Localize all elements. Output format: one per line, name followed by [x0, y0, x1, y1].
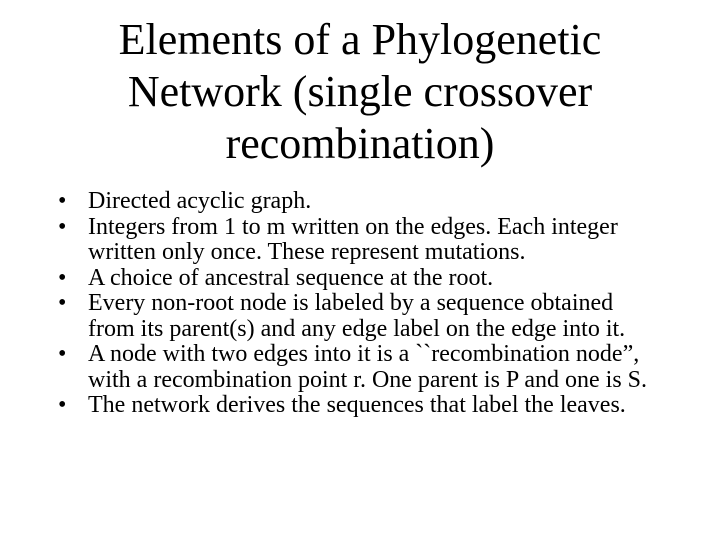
bullet-item: [58, 342, 698, 393]
bullet-text-line: with a recombination point r. One parent is P and one is S.: [88, 366, 648, 393]
bullet-item: [58, 189, 698, 215]
bullet-list: [58, 189, 698, 419]
bullet-text-line: Every non-root node is labeled by a sequence obtained: [88, 290, 614, 316]
bullet-marker: •: [58, 213, 67, 240]
title-line: Elements of a Phylogenetic: [118, 15, 602, 64]
bullet-item: [58, 266, 698, 292]
bullet-text-line: Integers from 1 to m written on the edges. Each integer: [88, 213, 618, 240]
bullet-item: [58, 215, 698, 266]
bullet-marker: •: [58, 392, 67, 418]
bullet-marker: •: [58, 188, 67, 214]
bullet-text-line: The network derives the sequences that label the leaves.: [88, 392, 626, 418]
bullet-item: [58, 291, 698, 342]
slide-title: [60, 14, 660, 170]
title-line: Network (single crossover: [127, 67, 593, 116]
bullet-text-line: A node with two edges into it is a ``recombination node”,: [88, 341, 640, 367]
bullet-marker: •: [58, 290, 67, 316]
bullet-text-line: from its parent(s) and any edge label on the edge into it.: [88, 315, 626, 342]
bullet-text-line: written only once. These represent mutations.: [88, 239, 526, 265]
bullet-text-line: Directed acyclic graph.: [88, 188, 312, 214]
bullet-marker: •: [58, 341, 67, 367]
title-line: recombination): [225, 119, 495, 168]
bullet-marker: •: [58, 264, 67, 291]
bullet-text-line: A choice of ancestral sequence at the root.: [88, 264, 494, 291]
bullet-item: [58, 393, 698, 419]
